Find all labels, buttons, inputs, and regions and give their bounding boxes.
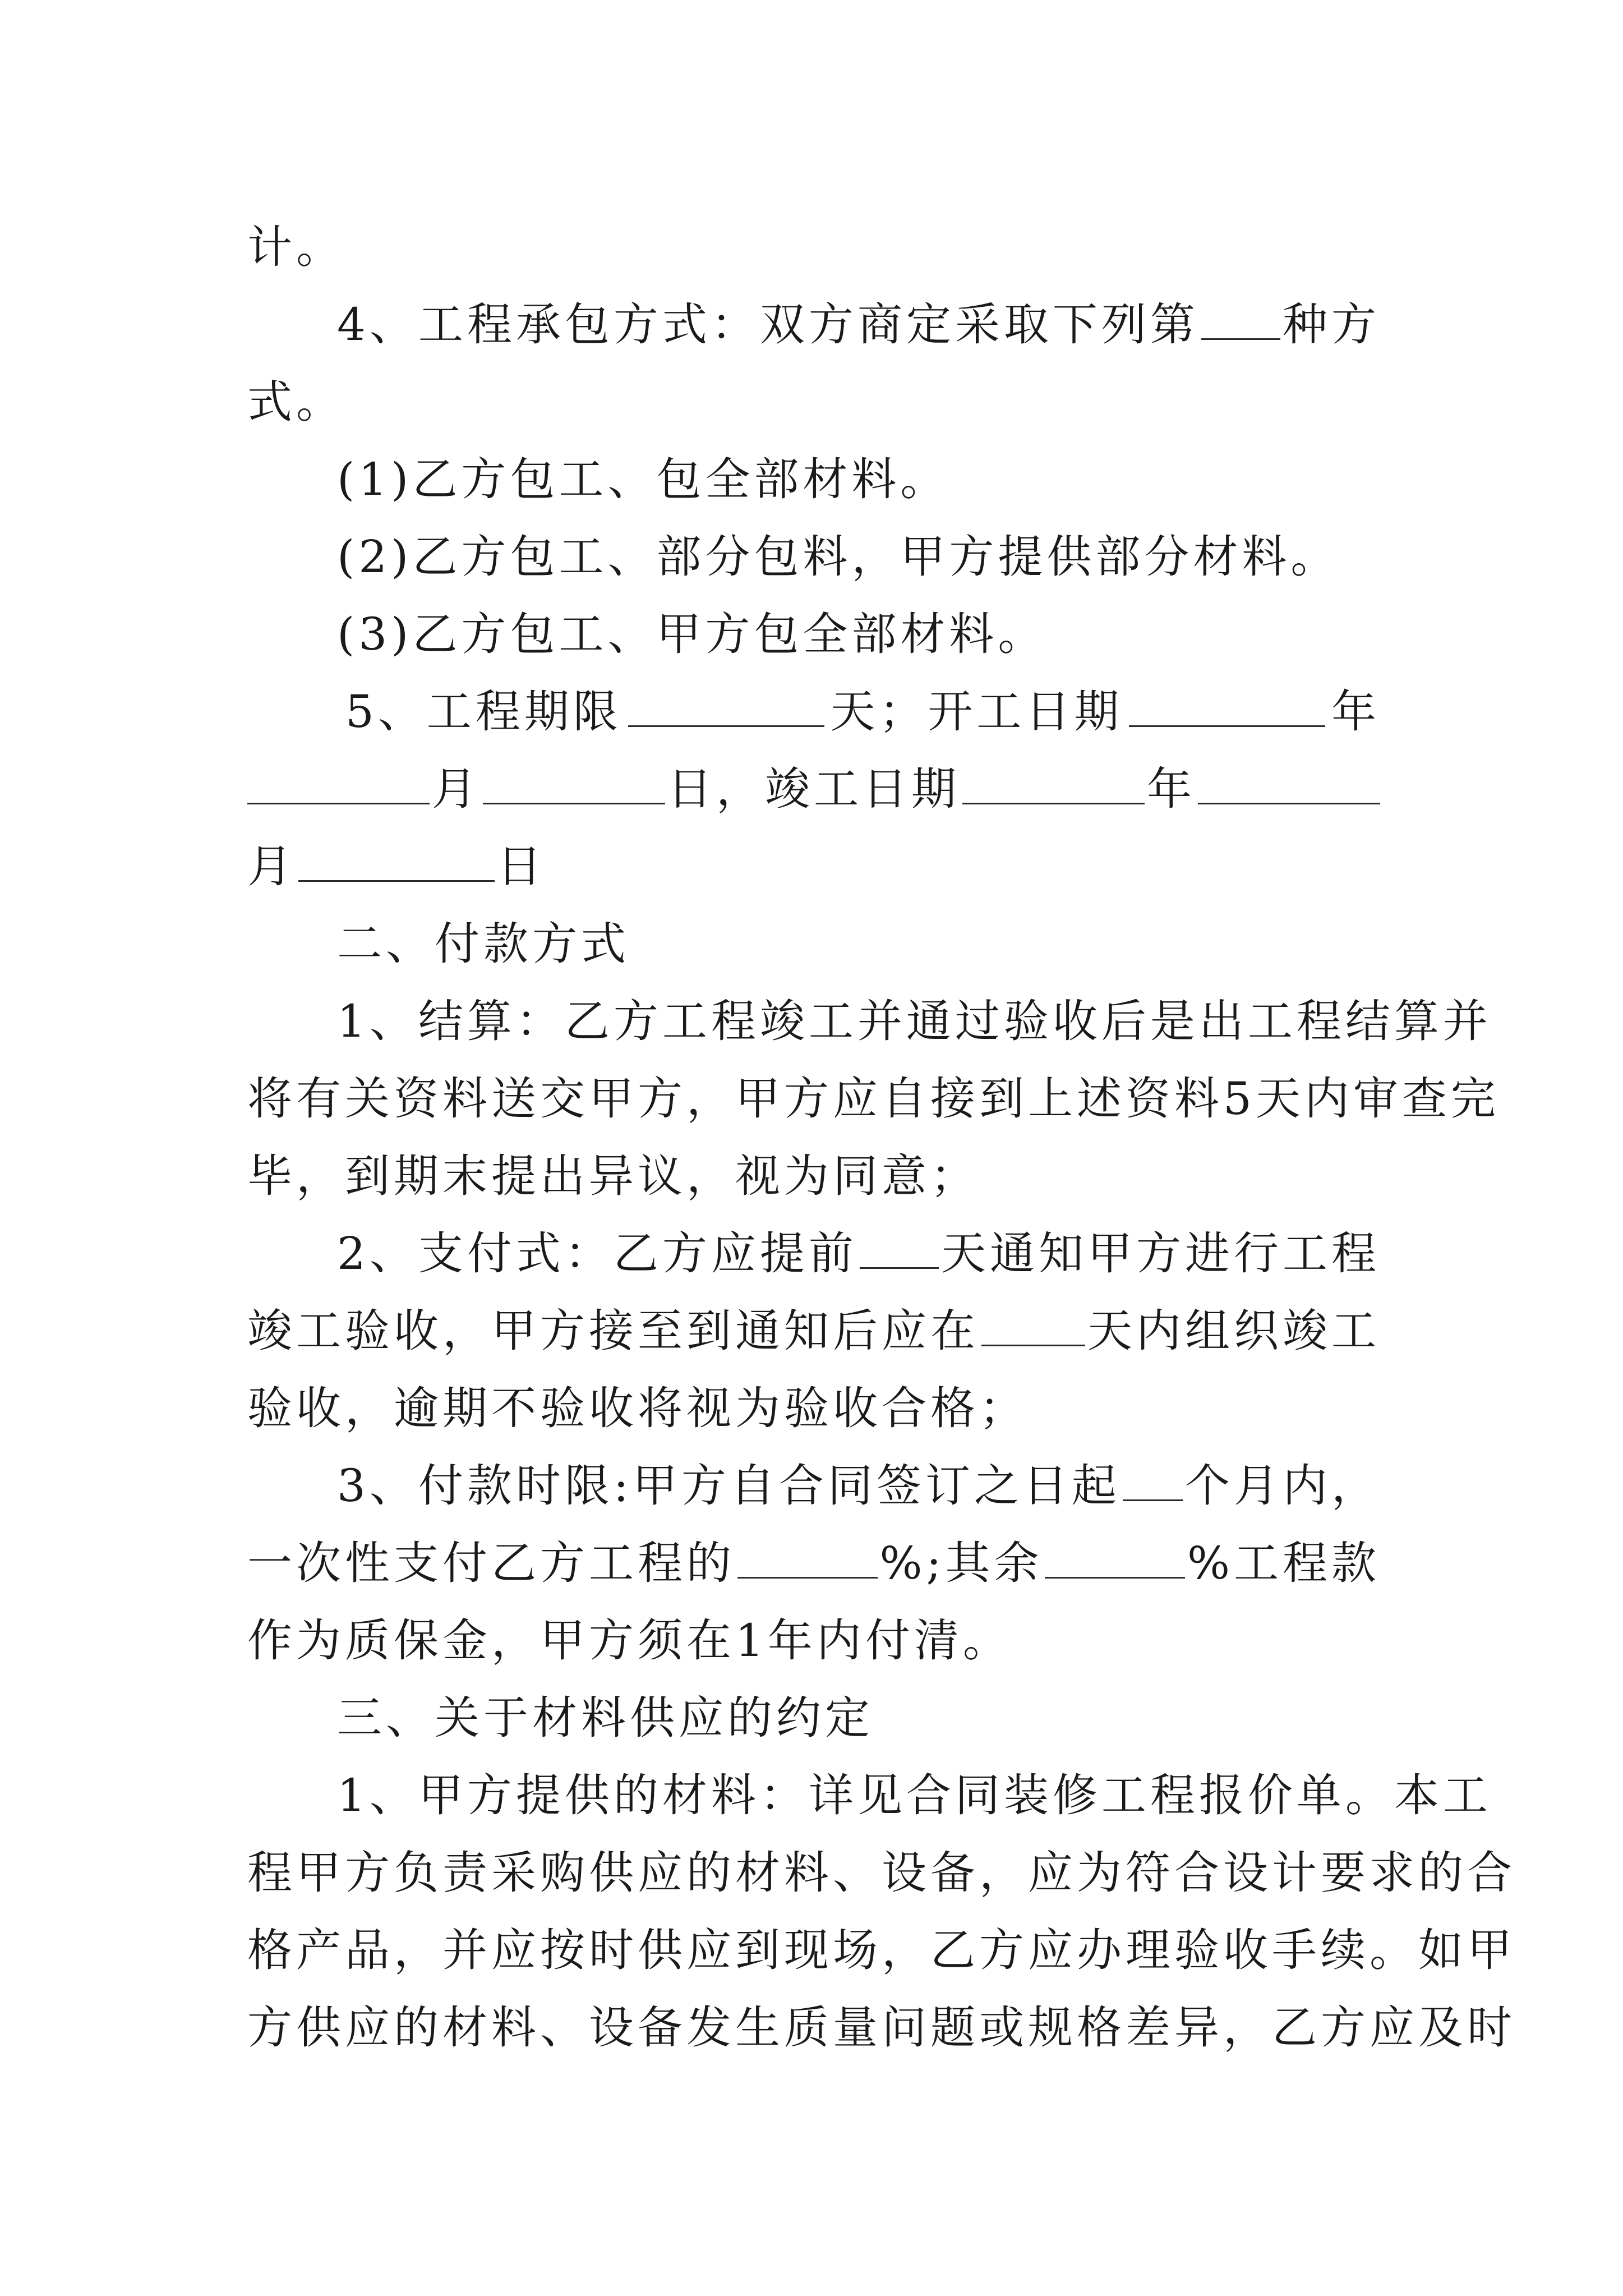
text-line: 月 日，竣工日期 年 — [247, 751, 1380, 828]
text-line: 1、结算：乙方工程竣工并通过验收后是出工程结算并 — [337, 995, 1492, 1047]
list-item: (3)乙方包工、甲方包全部材料。 — [337, 608, 1047, 660]
list-item: (2)乙方包工、部分包料，甲方提供部分材料。 — [337, 531, 1340, 583]
text-line: 格产品，并应按时供应到现场，乙方应办理验收手续。如甲 — [247, 1924, 1516, 1976]
text-line: 毕，到期末提出异议，视为同意； — [247, 1150, 979, 1202]
text-line: 方供应的材料、设备发生质量问题或规格差异，乙方应及时 — [247, 2001, 1516, 2054]
text-line: 3、付款时限:甲方自合同签订之日起 个月内， — [247, 1447, 1380, 1525]
text-line: 计。 — [247, 221, 345, 273]
text-line: 将有关资料送交甲方，甲方应自接到上述资料5天内审查完 — [247, 1073, 1500, 1125]
fill-blank[interactable] — [1045, 1534, 1185, 1579]
fill-blank[interactable] — [1198, 760, 1380, 804]
fill-blank[interactable] — [483, 760, 665, 804]
fill-blank[interactable] — [860, 1225, 939, 1269]
text-line: 作为质保金，甲方须在1年内付清。 — [247, 1614, 1012, 1667]
fill-blank[interactable] — [1201, 296, 1280, 340]
fill-blank[interactable] — [737, 1534, 878, 1579]
list-item: (1)乙方包工、包全部材料。 — [337, 453, 949, 505]
text-line: 月 日 — [247, 828, 1380, 905]
text-line: 式。 — [247, 376, 345, 428]
text-line: 4、工程承包方式：双方商定采取下列第 种方 — [247, 286, 1380, 364]
fill-blank[interactable] — [981, 1302, 1085, 1346]
text-line: 程甲方负责采购供应的材料、设备，应为符合设计要求的合 — [247, 1847, 1516, 1899]
document-body — [247, 209, 1516, 2067]
text-line: 5、工程期限 天；开工日期 年 — [247, 673, 1380, 751]
text-line: 竣工验收，甲方接至到通知后应在 天内组织竣工 — [247, 1292, 1380, 1370]
fill-blank[interactable] — [1129, 683, 1325, 727]
text-line: 一次性支付乙方工程的 %;其余 %工程款 — [247, 1525, 1380, 1602]
text-line: 1、甲方提供的材料：详见合同装修工程报价单。本工 — [337, 1769, 1492, 1821]
section-heading: 三、关于材料供应的约定 — [337, 1692, 874, 1744]
text-line: 2、支付式：乙方应提前 天通知甲方进行工程 — [247, 1215, 1380, 1292]
fill-blank[interactable] — [962, 760, 1145, 804]
text-line: 验收，逾期不验收将视为验收合格； — [247, 1382, 1028, 1434]
section-heading: 二、付款方式 — [337, 918, 630, 970]
fill-blank[interactable] — [628, 683, 824, 727]
fill-blank[interactable] — [247, 760, 430, 804]
fill-blank[interactable] — [1123, 1457, 1183, 1501]
fill-blank[interactable] — [298, 838, 495, 882]
